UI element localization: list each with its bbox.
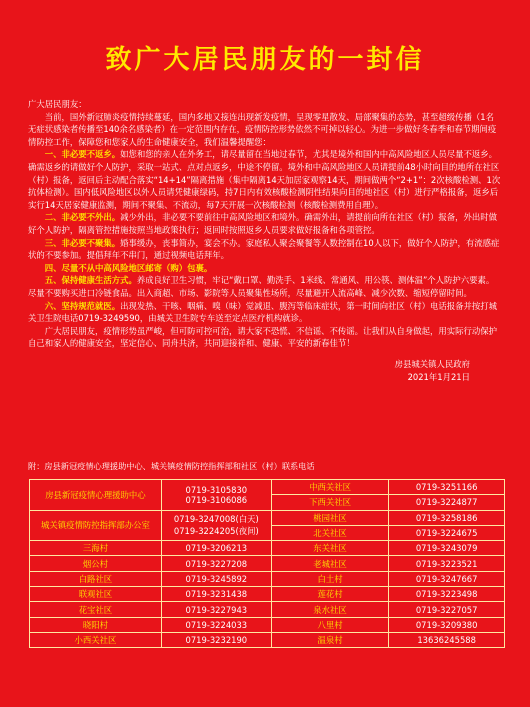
- phone-line: 0719-3105830: [185, 484, 248, 495]
- contact-name: 东关社区: [271, 541, 389, 556]
- contact-name: 老城社区: [271, 556, 389, 571]
- contact-phone: 0719-3232190: [161, 632, 271, 647]
- contact-phone: 0719-3227057: [389, 602, 505, 617]
- contact-name: 泉水社区: [271, 602, 389, 617]
- contact-name: 三海村: [30, 541, 162, 556]
- item-6-head: 六、坚持规范就医。: [44, 300, 121, 311]
- table-row: [30, 480, 505, 495]
- table-row: [30, 541, 505, 556]
- page-title: 致广大居民朋友的一封信: [105, 45, 425, 75]
- contact-phone: 0719-3251166: [389, 480, 505, 495]
- contact-phone: 0719-3206213: [161, 541, 271, 556]
- item-3: [28, 237, 502, 262]
- appendix-title: 附：房县新冠疫情心理援助中心、城关镇疫情防控指挥部和社区（村）联系电话: [28, 461, 315, 471]
- item-6: [28, 300, 502, 325]
- item-1: [28, 148, 502, 211]
- table-row: [30, 632, 505, 647]
- contact-phone: 0719-3224675: [389, 525, 505, 540]
- item-4-head: 四、尽量不从中高风险地区邮寄（购）包裹。: [44, 262, 213, 273]
- table-row: [30, 556, 505, 571]
- contact-phone: 0719-3223498: [389, 587, 505, 602]
- greeting: 广大居民朋友：: [28, 99, 87, 109]
- contact-phone: [161, 510, 271, 541]
- phone-line: 0719-3224205(夜间): [173, 526, 259, 537]
- signature-block: [28, 358, 502, 384]
- contact-name: 桃园社区: [271, 510, 389, 525]
- contact-name: 下西关社区: [271, 495, 389, 510]
- item-5-body: 养成良好卫生习惯，牢记“戴口罩、勤洗手、1米线、常通风、用公筷、测体温”个人防护六要素。尽量不要购买进口冷链食品。出入商超、市场、影院等人员聚集性场所，尽量避开人流高峰、减少次数、缩短停留时间。: [28, 275, 495, 298]
- closing-paragraph: 广大居民朋友，疫情形势虽严峻，但可防可控可治，请大家不恐慌、不信谣、不传谣。让我们从自身做起，用实际行动保护自己和家人的健康安全，坚定信心、同舟共济，共同迎接祥和、健康、平安的新春佳节！: [28, 325, 498, 349]
- contact-phone: 0719-3258186: [389, 510, 505, 525]
- phone-line: 0719-3106086: [185, 494, 248, 505]
- contact-name: 房县新冠疫情心理援助中心: [30, 480, 162, 511]
- table-row: [30, 571, 505, 586]
- contact-name: 白路社区: [30, 571, 162, 586]
- contact-phone: 0719-3209380: [389, 617, 505, 632]
- contact-name: 联观社区: [30, 587, 162, 602]
- table-row: [30, 510, 505, 525]
- item-6-body: 出现发热、干咳、咽痛、嗅（味）觉减退、腹泻等临床症状，第一时间向社区（村）电话报备并按打城关卫生院电话0719-3249590，由城关卫生院专车送至定点医疗机构就诊。: [28, 300, 498, 324]
- contact-name: 莲花村: [271, 587, 389, 602]
- table-row: [30, 602, 505, 617]
- item-4: [28, 262, 502, 275]
- contact-phone: 0719-3247667: [389, 571, 505, 586]
- item-1-head: 一、非必要不返乡。: [44, 149, 121, 160]
- phone-line: 0719-3247008(白天): [173, 514, 259, 525]
- issue-date: 2021年1月21日: [407, 371, 470, 382]
- item-5: [28, 274, 502, 299]
- contacts-table: [29, 479, 505, 648]
- contact-phone: 0719-3243079: [389, 541, 505, 556]
- table-row: [30, 587, 505, 602]
- contact-phone: 0719-3227943: [161, 602, 271, 617]
- contact-phone: 0719-3224877: [389, 495, 505, 510]
- contact-name: 温泉村: [271, 632, 389, 647]
- contact-phone: [161, 480, 271, 511]
- item-2-body: 减少外出，非必要不要前往中高风险地区和境外。确需外出，请提前向所在社区（村）报备，外出时做好个人防护，隔离管控措施按照当地政策执行；返回时按照返乡人员要求做好报备和各项管控。: [28, 212, 498, 235]
- contact-name: 晓阳村: [30, 617, 162, 632]
- letter-body: [28, 98, 502, 383]
- contact-phone: 0719-3224033: [161, 617, 271, 632]
- contact-phone: 13636245588: [389, 632, 505, 647]
- intro-paragraph: 当前，国外新冠肺炎疫情持续蔓延，国内多地又接连出现新发疫情，呈现零星散发、局部聚集的态势，甚至超级传播（1名无症状感染者传播至140余名感染者）在一定范围内存在，疫情防控形势依然不可掉以轻心。为进一步做好冬春季和春节期间疫情防控工作，保障您和您家人的生命健康安全，我们温馨提醒您：: [28, 111, 497, 147]
- contact-phone: 0719-3227208: [161, 556, 271, 571]
- item-3-head: 三、非必要不聚集。: [44, 237, 121, 248]
- contact-name: 小西关社区: [30, 632, 162, 647]
- issuer: 房县城关镇人民政府: [394, 358, 470, 369]
- item-3-body: 婚事缓办，丧事简办，宴会不办。家庭私人聚会聚餐等人数控制在10人以下，做好个人防护，有流感症状的不要参加。提倡拜年不串门，通过视频电话拜年。: [28, 237, 500, 261]
- contact-name: 城关镇疫情防控指挥部办公室: [30, 510, 162, 541]
- item-5-head: 五、保持健康生活方式。: [44, 275, 137, 286]
- contact-phone: 0719-3231438: [161, 587, 271, 602]
- item-1-body: 如您和您的亲人在外务工，请尽量留在当地过春节，尤其是境外和国内中高风险地区人员尽量不返乡。确需返乡的请做好个人防护，采取一站式、点对点返乡，中途不停留。境外和中高风险地区人员请提前48小时向目的地所在社区（村）报备，返回后主动配合落实“14+14”隔离措施（集中隔离14天加居家观察14天，期间做两个“2+1”：2次核酸检测、1次抗体检测）。国内低风险地区以外人员请凭健康绿码，持7日内有效核酸检测阴性结果向目的地社区（村）进行严格报备，返乡后实行14天居家健康监测，期间不聚集、不流动，每7天开展一次核酸检测（核酸检测费用自理）。: [28, 149, 501, 210]
- contact-name: 中西关社区: [271, 480, 389, 495]
- item-2: [28, 211, 502, 236]
- table-row: [30, 617, 505, 632]
- contact-name: 北关社区: [271, 525, 389, 540]
- item-2-head: 二、非必要不外出。: [44, 212, 121, 223]
- contact-name: 烟公村: [30, 556, 162, 571]
- contact-name: 白土村: [271, 571, 389, 586]
- contact-phone: 0719-3245892: [161, 571, 271, 586]
- contact-phone: 0719-3223521: [389, 556, 505, 571]
- contact-name: 八里村: [271, 617, 389, 632]
- contact-name: 花宝社区: [30, 602, 162, 617]
